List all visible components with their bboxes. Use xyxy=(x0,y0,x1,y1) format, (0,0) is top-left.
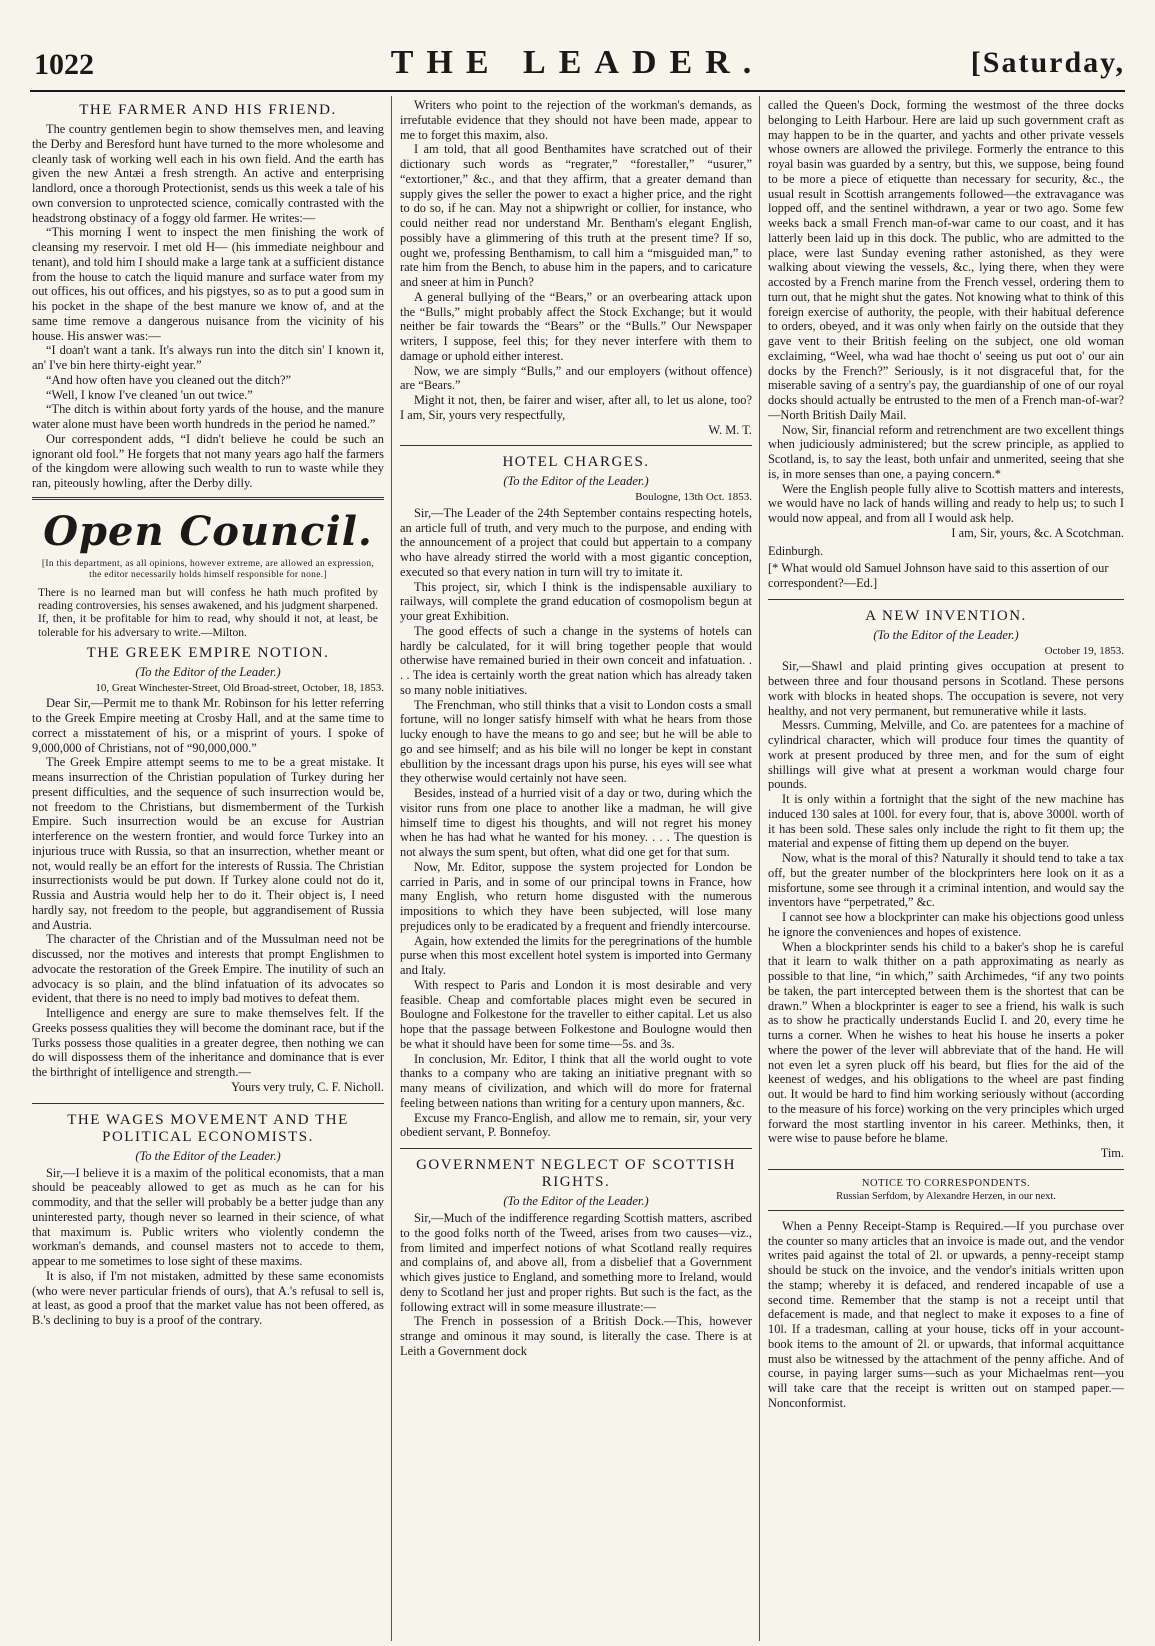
column-divider-1 xyxy=(391,96,392,1641)
paragraph: Intelligence and energy are sure to make themselves felt. If the Greeks possess qualities they will become the dominant race, but if the Turks possess those qualities in a greater degree, then nothing we can do will dispossess them of the inheritance and dominance that is ever the birthright of intelligence and strength.— xyxy=(32,1006,384,1080)
paragraph: I cannot see how a blockprinter can make his objections good unless he ignore the conveniences and hopes of existence. xyxy=(768,910,1124,939)
article-title: THE GREEK EMPIRE NOTION. xyxy=(86,644,330,661)
section-rule xyxy=(400,445,752,446)
paragraph: Now, we are simply “Bulls,” and our employers (without offence) are “Bears.” xyxy=(400,363,752,393)
article-title: HOTEL CHARGES. xyxy=(502,454,650,471)
open-council-heading: Open Council. xyxy=(43,507,373,555)
paragraph: Might it not, then, be fairer and wiser, after all, to let us alone, too? I am, Sir, yours very respectfully, xyxy=(400,393,752,422)
column-1 xyxy=(32,98,384,1643)
paragraph: This project, sir, which I think is the indispensable auxiliary to railways, will complete the grand education of cosmopolism begun at your great Exhibition. xyxy=(400,579,752,624)
paragraph: Now, Sir, financial reform and retrenchment are two excellent things when judiciously administered; but the screw principle, as applied to Scotland, is, to say the least, both unfair and unmerited, seeing that she is, in more senses than one, a paying concern.* xyxy=(768,422,1124,481)
section-rule xyxy=(32,497,384,500)
signature: W. M. T. xyxy=(708,422,752,437)
addressee: (To the Editor of the Leader.) xyxy=(503,1194,649,1209)
paragraph: The Greek Empire attempt seems to me to be a great mistake. It means insurrection of the Christian population of Turkey during her present difficulties, and the sequence of such insurrection would be, not freedom to the Christians, but dismemberment of the Turkish Empire. Such insurrection would be an excuse for Austrian interference on the western frontier, and would force Turkey into an injurious truce with Russia, so that an insurrection, whether meant or not, would really be an effort for the interests of Russia. The Christian insurrectionists would be put down. If Turkey alone could not do it, Russia and Austria would help her to do it. Their object is, I need hardly say, not freedom to the people, but aggrandisement of Russia and Austria. xyxy=(32,755,384,932)
paragraph: The good effects of such a change in the systems of hotels can hardly be calculated, for it will bring together people that would otherwise have remained buried in their own conceit and infatuation. . . . The idea is certainly worth the great nation which has already taken so many noble initiatives. xyxy=(400,623,752,697)
paragraph: Besides, instead of a hurried visit of a day or two, during which the visitor runs from one place to another like a madman, he will give himself time to digest his thoughts, and will not regret his money when he has had what he wanted for his money. . . . The question is not always the sum spent, but often, what did one get for that sum. xyxy=(400,786,752,860)
paragraph: “This morning I went to inspect the men finishing the work of cleansing my reservoir. I met old H— (his immediate neighbour and tenant), and told him I should make a large tank at a sufficient distance from the house to catch the liquid manure and surface water from my out offices, his out offices, and his pigstyes, so as to put a good sum in his pocket in the shape of the best manure we know of, and at the same time remove a dangerous nuisance from the vicinity of his house. His answer was:— xyxy=(32,225,384,343)
section-rule xyxy=(768,599,1124,600)
column-3 xyxy=(768,98,1124,1643)
signature: Yours very truly, C. F. Nicholl. xyxy=(231,1079,384,1094)
paragraph: I am told, that all good Benthamites have scratched out of their dictionary such words as “regrater,” “forestaller,” “usurer,” “extortioner,” &c., and that they affirm, that a greater demand than supply gives the seller the power to exact a higher price, and the right to do so, if he can. May not a shipwright or collier, for instance, who could neither read nor understand Mr. Bentham's elegant English, possibly have a glimmering of this truth at the present time? If so, ought we, professing Benthamism, to call him a “misguided man,” to rate him from the Bench, to abuse him in the papers, and to caricature and sneer at him in Punch? xyxy=(400,142,752,289)
newspaper-title: THE LEADER. xyxy=(390,44,765,81)
paragraph: The Frenchman, who still thinks that a visit to London costs a small fortune, will no longer satisfy himself with what he hears from those lucky enough to have the means to go and see; but he will be able to go and see himself; and as his bile will no longer be kept in constant ebullition by the incessant drags upon his purse, his eyes will see what they otherwise would certainly not have seen. xyxy=(400,697,752,786)
addressee: (To the Editor of the Leader.) xyxy=(503,474,649,489)
paragraph: “The ditch is within about forty yards of the house, and the manure water alone must have been worth hundreds in the period he named.” xyxy=(32,402,384,431)
paragraph: “I doan't want a tank. It's always run into the ditch sin' I known it, an' I've bin here thirty-eight year.” xyxy=(32,343,384,372)
masthead-rule xyxy=(30,90,1125,92)
milton-quote: There is no learned man but will confess he hath much profited by reading controversies, his senses awakened, and his judgment sharpened. If, then, it be profitable for him to read, why should it not, at least, be tolerable for his adversary to write.—Milton. xyxy=(38,585,378,639)
paragraph: Dear Sir,—Permit me to thank Mr. Robinson for his letter referring to the Greek Empire meeting at Crosby Hall, and at the same time to correct a misstatement of his, or a misprint of yours. I spoke of 9,000,000 of Christians, not of “90,000,000.” xyxy=(32,696,384,755)
section-rule xyxy=(32,1103,384,1104)
masthead xyxy=(30,44,1125,90)
page-number: 1022 xyxy=(34,48,94,81)
notice-heading: NOTICE TO CORRESPONDENTS. xyxy=(861,1177,1031,1189)
paragraph: Excuse my Franco-English, and allow me to remain, sir, your very obedient servant, P. Bonnefoy. xyxy=(400,1110,752,1140)
notice-line: Russian Serfdom, by Alexandre Herzen, in our next. xyxy=(836,1190,1056,1202)
paragraph: Now, what is the moral of this? Naturally it should tend to take a tax off, but the greater number of the blockprinters here look on it as a misfortune, some see through it a criminal intention, and would say the inventors have “perpetrated,” &c. xyxy=(768,851,1124,910)
place-line: Edinburgh. xyxy=(768,543,824,558)
dateline: October 19, 1853. xyxy=(1044,644,1124,657)
paragraph: Sir,—Shawl and plaid printing gives occupation at present to between three and four thousand persons in Scotland. These persons work with blocks in heated shops. The occupation is severe, not very healthy, and not very permanent, but remunerative while it lasts. xyxy=(768,659,1124,718)
article-title: A NEW INVENTION. xyxy=(865,607,1027,624)
signature: Tim. xyxy=(1100,1146,1124,1161)
article-title: THE WAGES MOVEMENT AND THE POLITICAL ECONOMISTS. xyxy=(67,1111,349,1145)
paragraph: It is also, if I'm not mistaken, admitted by these same economists (who were never particular friends of ours), that A.'s refusal to sell is, at least, as good a proof that the market value has not been offered, as B.'s declining to buy is a proof of the contrary. xyxy=(32,1268,384,1328)
issue-day: [Saturday, xyxy=(970,46,1125,79)
addressee: (To the Editor of the Leader.) xyxy=(135,1148,281,1163)
paragraph: Now, Mr. Editor, suppose the system projected for London be carried in Paris, and in some of our principal towns in France, how many English, who return home disgusted with the numerous impositions to which they have been subjected, will lose many prejudices only to be eradicated by a frequent and friendly intercourse. xyxy=(400,859,752,933)
paragraph: Messrs. Cumming, Melville, and Co. are patentees for a machine of cylindrical character, which will produce four times the quantity of work at present produced by three men, and for the sum of eight shillings will give what at present a workman would charge four pounds. xyxy=(768,718,1124,792)
paragraph: The character of the Christian and of the Mussulman need not be discussed, nor the motives and interests that prompt Englishmen to advocate the restoration of the Greek Empire. The inutility of such an advocacy is so plain, and the blind infatuation of its advocates so evident, that there is no need to imply bad motives to defeat them. xyxy=(32,932,384,1006)
paragraph: In conclusion, Mr. Editor, I think that all the world ought to vote thanks to a company who are taking an initiative pregnant with so many means of civilization, and which will do more for fraternal feeling between nations than writing for a century upon manners, &c. xyxy=(400,1051,752,1110)
column-divider-2 xyxy=(759,96,760,1641)
paragraph: Sir,—I believe it is a maxim of the political economists, that a man should be peaceably allowed to get as much as he can for his commodity, and that the seller will probably be a better judge than any uninterested party, though never so learned in their science, of what that maximum is. Public writers who violently condemn the workman's demands, and counsel masters not to accede to them, appear to me sometimes to lose sight of these maxims. xyxy=(32,1165,384,1269)
paragraph: The French in possession of a British Dock.—This, however strange and ominous it may sound, is literally the case. There is at Leith a Government dock xyxy=(400,1314,752,1358)
paragraph: When a blockprinter sends his child to a baker's shop he is careful that it learn to walk thither on a path approximating as nearly as possible to that line, “in which,” saith Archimedes, “if any two points be taken, the part intercepted between them is the shortest that can be drawn.” When a blockprinter is eager to see a friend, his walk is such as to show he practically understands Euclid I. and 20, every time he turns a corner. When he wishes to heat his house he inserts a poker where the power of the lever will abbreviate that of the hand. He will not even let a syren pluck off his beard, but flies for the aid of the keenest of wedges, and his obligations to the wheel are past finding out. It would be hard to find him working seriously without (according to the measure of his force) working on the very principles which urged forward the most startling inventor in his career. Methinks, then, it were wise to pause before he blame. xyxy=(768,939,1124,1146)
paragraph: A general bullying of the “Bears,” or an overbearing attack upon the “Bulls,” might probably affect the Stock Exchange; but it would neither be fair towards the “Bears” or the “Bulls.” Our Newspaper writers, I suppose, feel this; for they never interfere with them to damage or uphold either interest. xyxy=(400,289,752,363)
dateline: Boulogne, 13th Oct. 1853. xyxy=(635,491,752,504)
paragraph: Sir,—Much of the indifference regarding Scottish matters, ascribed to the good folks north of the Tweed, arises from two causes—viz., from limited and imperfect notions of what Scotland really requires and complains of, and above all, from a disbelief that a Government which gives justice to England, and something more to Ireland, would deny to Scotland her just and proper rights. But such is the fact, as the following extract will in some measure illustrate:— xyxy=(400,1211,752,1314)
paragraph: “Well, I know I've cleaned 'un out twice.” xyxy=(46,387,253,402)
paragraph: called the Queen's Dock, forming the westmost of the three docks belonging to Leith Harbour. Here are laid up such government craft as may happen to be in the quarter, and yachts and other private vessels whose owners are allowed the privilege. Formerly the entrance to this royal basin was guarded by a sentry, but this, we suppose, being found to be more a piece of etiquette than necessary for security, &c., the usual result in Scottish arrangements followed—the extravagance was lopped off, and the sentinel withdrawn, a year or two ago. Some few weeks back a small French man-of-war came to our coast, and it has latterly been laid up in this dock. The public, who are admitted to the place, were last Sunday evening rather astonished, as they were walking about viewing the vessels, &c., lying there, when they were accosted by a French marine from the French vessel, ordering them to turn out, that he might shut the gates. Not knowing what to think of this foreign exercise of authority, the people, with their habitual deference to orders, obeyed, and it was only when fairly on the outside that they gave vent to their British feeling on the subject, one old woman exclaiming, “Weel, wha wad hae thocht o' seeing us put oot o' our ain docks by the French?” Seriously, is it not disgraceful that, for the miserable saving of a sentry's pay, the guardianship of one of our royal docks should actually be entrusted to the men of a French man-of-war?—North British Daily Mail. xyxy=(768,98,1124,422)
section-rule xyxy=(400,1148,752,1149)
addressee: (To the Editor of the Leader.) xyxy=(873,627,1019,642)
paragraph: Were the English people fully alive to Scottish matters and interests, we would have no lack of hands willing and ready to help us; to such I would now appeal, and from all I would ask help. xyxy=(768,481,1124,525)
paragraph: With respect to Paris and London it is most desirable and very feasible. Cheap and comfortable places might even be secured in Boulogne and Folkestone for the traveller to either capital. Let us also hope that the passage between Folkestone and Boulogne would then be what it should have been for some time—5s. and 3s. xyxy=(400,977,752,1051)
section-rule xyxy=(768,1169,1124,1170)
paragraph: Our correspondent adds, “I didn't believe he could be such an ignorant old fool.” He forgets that not many years ago half the farmers of the kingdom were allowing such wealth to run to waste while they ran, piteously howling, after the Derby dilly. xyxy=(32,431,384,490)
addressee: (To the Editor of the Leader.) xyxy=(135,664,281,679)
paragraph: It is only within a fortnight that the sight of the new machine has induced 130 sales at 100l. for every four, that is, above 3000l. worth of it has been sold. These sales only include the right to fit them up; the material and expense of fitting them up depend on the buyer. xyxy=(768,792,1124,851)
dateline: 10, Great Winchester-Street, Old Broad-street, October, 18, 1853. xyxy=(95,681,384,694)
paragraph: When a Penny Receipt-Stamp is Required.—If you purchase over the counter so many articles that an invoice is made out, and the vendor writes paid against the total of 2l. or upwards, a penny-receipt stamp should be stuck on the invoice, and the vendor's initials written upon the stamp; whereby it is defaced, and rendered incapable of use a second time. Remember that the stamp is not a receipt until that defacement is made, and that neglect to make it exposes to a fine of 10l. If a tradesman, calling at your house, ticks off in your account-book items to the amount of 2l. or upwards, that informal acquittance must also be witnessed by the attachment of the penny affiche. And of course, in paying larger sums—such as your Michaelmas rent—you will take care that the receipt is written out on stamped paper.—Nonconformist. xyxy=(768,1218,1124,1410)
paragraph: Again, how extended the limits for the peregrinations of the humble purse when this most excellent hotel system is imported into Germany and Italy. xyxy=(400,933,752,978)
paragraph: The country gentlemen begin to show themselves men, and leaving the Derby and Beresford hunt have turned to the more wholesome and cleanly task of working well each in his own field. And the earth has given the new Antæi a fresh strength. An active and enterprising landlord, once a thorough Protectionist, sends us this week a tale of his own conversion to unprotected science, comically contrasted with the headstrong obstinacy of a foggy old farmer. He writes:— xyxy=(32,122,384,225)
section-rule xyxy=(768,1210,1124,1211)
paragraph: “And how often have you cleaned out the ditch?” xyxy=(46,372,291,387)
editor-footnote: [* What would old Samuel Johnson have said to this assertion of our correspondent?—Ed.] xyxy=(768,561,1109,590)
column-2 xyxy=(400,98,752,1643)
signature: I am, Sir, yours, &c. A Scotchman. xyxy=(951,525,1124,540)
editorial-notice: [In this department, as all opinions, however extreme, are allowed an expression, the editor necessarily holds himself responsible for none.] xyxy=(41,558,375,581)
article-title: THE FARMER AND HIS FRIEND. xyxy=(79,102,337,118)
paragraph: Sir,—The Leader of the 24th September contains respecting hotels, an article full of truth, and very much to the purpose, and ending with the announcement of a project that could but appertain to a company who have already stirred the world with a most gigantic conception, executed so that every nation in turn will try to imitate it. xyxy=(400,505,752,579)
article-title: GOVERNMENT NEGLECT OF SCOTTISH RIGHTS. xyxy=(416,1157,736,1191)
paragraph: Writers who point to the rejection of the workman's demands, as irrefutable evidence that they should not have been made, appear to me to forget this maxim, also. xyxy=(400,98,752,142)
